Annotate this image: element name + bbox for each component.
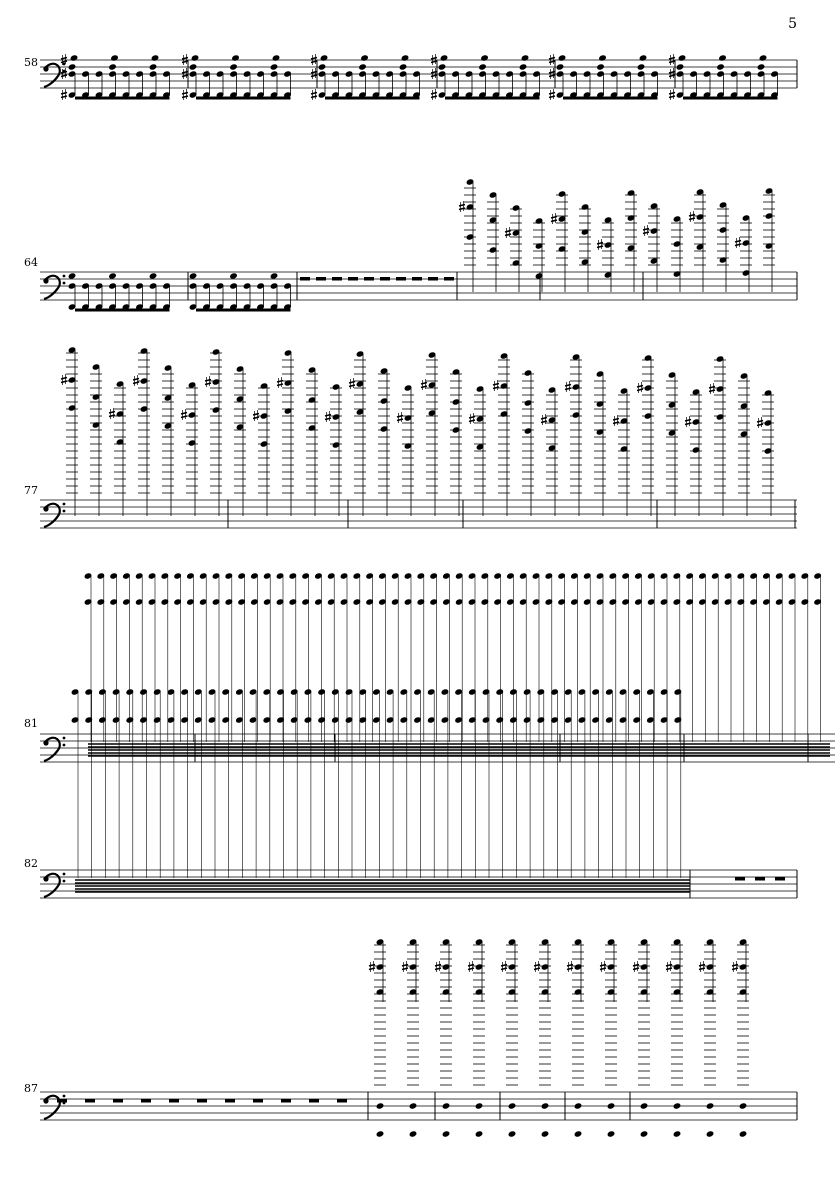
notehead (376, 1102, 385, 1109)
bass-clef (63, 275, 66, 278)
bass-clef (63, 880, 66, 883)
sharp-sign (61, 378, 67, 380)
sharp-sign (534, 968, 540, 970)
measure-number-system-4: 81 (24, 717, 38, 730)
notehead (409, 1102, 418, 1109)
notehead (541, 1102, 550, 1109)
sharp-sign (643, 232, 649, 234)
sharp-sign (431, 93, 437, 95)
notehead (574, 1102, 583, 1109)
sharp-sign (431, 75, 437, 77)
sharp-sign (311, 72, 317, 74)
sharp-sign (505, 234, 511, 236)
notehead (640, 1102, 649, 1109)
rest (412, 277, 422, 281)
rest (309, 1099, 319, 1103)
notehead (272, 54, 281, 61)
rest (281, 1099, 291, 1103)
notehead (598, 54, 607, 61)
notehead (438, 63, 447, 70)
sharp-sign (182, 61, 188, 63)
sharp-sign (431, 96, 437, 98)
sharp-sign (469, 417, 475, 419)
sharp-sign (549, 58, 555, 60)
bass-clef (63, 63, 66, 66)
sharp-sign (182, 93, 188, 95)
sharp-sign (133, 382, 139, 384)
notehead (678, 54, 687, 61)
notehead (149, 272, 158, 279)
notehead (440, 54, 449, 61)
sharp-sign (689, 218, 695, 220)
bass-clef (63, 737, 66, 740)
notehead (399, 63, 408, 70)
notehead (360, 54, 369, 61)
notehead (442, 1102, 451, 1109)
notehead (480, 54, 489, 61)
sharp-sign (421, 383, 427, 385)
bass-clef (63, 744, 66, 747)
sharp-sign (109, 412, 115, 414)
notehead (716, 63, 725, 70)
sharp-sign (421, 386, 427, 388)
sharp-sign (61, 72, 67, 74)
sharp-sign (397, 419, 403, 421)
rest (428, 277, 438, 281)
notehead (596, 63, 605, 70)
sharp-sign (311, 61, 317, 63)
rest (113, 1099, 123, 1103)
rest (169, 1099, 179, 1103)
rest (57, 1099, 67, 1103)
sharp-sign (349, 382, 355, 384)
notehead (189, 63, 198, 70)
sharp-sign (431, 72, 437, 74)
notehead (475, 1130, 484, 1137)
sharp-sign (699, 968, 705, 970)
notehead (229, 63, 238, 70)
sharp-sign (501, 968, 507, 970)
notehead (574, 1130, 583, 1137)
sharp-sign (397, 416, 403, 418)
sharp-sign (61, 96, 67, 98)
rest (316, 277, 326, 281)
notehead (229, 272, 238, 279)
notehead (558, 54, 567, 61)
rest (775, 877, 785, 881)
sharp-sign (253, 414, 259, 416)
sharp-sign (61, 61, 67, 63)
notehead (270, 63, 279, 70)
notehead (475, 1102, 484, 1109)
sharp-sign (505, 231, 511, 233)
sharp-sign (549, 96, 555, 98)
rest (755, 877, 765, 881)
sharp-sign (402, 968, 408, 970)
sharp-sign (551, 217, 557, 219)
sharp-sign (182, 72, 188, 74)
sharp-sign (669, 75, 675, 77)
sharp-sign (709, 390, 715, 392)
sharp-sign (369, 968, 375, 970)
sharp-sign (597, 246, 603, 248)
sharp-sign (469, 420, 475, 422)
notehead (270, 272, 279, 279)
notehead (70, 54, 79, 61)
bass-clef (63, 282, 66, 285)
sharp-sign (181, 413, 187, 415)
sharp-sign (685, 420, 691, 422)
notehead (759, 54, 768, 61)
sharp-sign (205, 383, 211, 385)
sharp-sign (666, 968, 672, 970)
sharp-sign (435, 968, 441, 970)
sharp-sign (277, 381, 283, 383)
notehead (519, 63, 528, 70)
sharp-sign (637, 386, 643, 388)
notehead (673, 1102, 682, 1109)
notehead (376, 1130, 385, 1137)
rest (332, 277, 342, 281)
notehead (739, 1130, 748, 1137)
bass-clef (63, 1095, 66, 1098)
notehead (401, 54, 410, 61)
sharp-sign (757, 421, 763, 423)
sharp-sign (565, 385, 571, 387)
sharp-sign (61, 58, 67, 60)
notehead (541, 1130, 550, 1137)
sharp-sign (61, 93, 67, 95)
notehead (637, 63, 646, 70)
sharp-sign (637, 389, 643, 391)
notehead (409, 1130, 418, 1137)
rest (300, 277, 310, 281)
bass-clef (63, 873, 66, 876)
notehead (607, 1102, 616, 1109)
sharp-sign (669, 61, 675, 63)
sharp-sign (732, 968, 738, 970)
notehead (673, 1130, 682, 1137)
sharp-sign (549, 61, 555, 63)
rest (348, 277, 358, 281)
sharp-sign (757, 424, 763, 426)
notehead (110, 54, 119, 61)
notehead (757, 63, 766, 70)
sharp-sign (685, 423, 691, 425)
rest (380, 277, 390, 281)
bass-clef (43, 740, 48, 745)
sharp-sign (431, 61, 437, 63)
sharp-sign (565, 388, 571, 390)
bass-clef (43, 278, 48, 283)
sharp-sign (567, 968, 573, 970)
sharp-sign (459, 205, 465, 207)
rest (85, 1099, 95, 1103)
notehead (478, 63, 487, 70)
rest (396, 277, 406, 281)
notehead (231, 54, 240, 61)
notehead (556, 63, 565, 70)
sharp-sign (613, 419, 619, 421)
page-number: 5 (788, 16, 797, 32)
sharp-sign (253, 417, 259, 419)
sharp-sign (182, 96, 188, 98)
sharp-sign (600, 968, 606, 970)
sharp-sign (669, 93, 675, 95)
notehead (706, 1102, 715, 1109)
notehead (607, 1130, 616, 1137)
bass-clef (43, 876, 48, 881)
notehead (508, 1102, 517, 1109)
rest (253, 1099, 263, 1103)
rest (141, 1099, 151, 1103)
sharp-sign (551, 220, 557, 222)
notehead (149, 63, 158, 70)
notehead (442, 1130, 451, 1137)
notehead (108, 63, 117, 70)
measure-number-system-5: 82 (24, 857, 38, 870)
notehead (639, 54, 648, 61)
notehead (108, 272, 117, 279)
sharp-sign (549, 75, 555, 77)
notehead (521, 54, 530, 61)
bass-clef (63, 510, 66, 513)
notehead (718, 54, 727, 61)
sharp-sign (633, 968, 639, 970)
notehead (508, 1130, 517, 1137)
rest (364, 277, 374, 281)
sharp-sign (735, 241, 741, 243)
notehead (358, 63, 367, 70)
sharp-sign (182, 75, 188, 77)
bass-clef (43, 66, 48, 71)
notehead (189, 272, 198, 279)
notehead (318, 63, 327, 70)
rest (197, 1099, 207, 1103)
bass-clef (43, 1098, 48, 1103)
bass-clef (43, 506, 48, 511)
sharp-sign (549, 93, 555, 95)
rest (444, 277, 454, 281)
sharp-sign (735, 244, 741, 246)
measure-number-system-1: 58 (24, 56, 38, 69)
sharp-sign (493, 384, 499, 386)
sharp-sign (541, 418, 547, 420)
bass-clef (63, 503, 66, 506)
sharp-sign (468, 968, 474, 970)
sharp-sign (182, 58, 188, 60)
notehead (151, 54, 160, 61)
sharp-sign (349, 385, 355, 387)
measure-number-system-3: 77 (24, 484, 38, 497)
sharp-sign (325, 418, 331, 420)
sharp-sign (181, 416, 187, 418)
sharp-sign (669, 72, 675, 74)
sharp-sign (431, 58, 437, 60)
sharp-sign (541, 421, 547, 423)
sharp-sign (669, 96, 675, 98)
sharp-sign (133, 379, 139, 381)
measure-number-system-6: 87 (24, 1082, 38, 1095)
measure-number-system-2: 64 (24, 256, 38, 269)
rest (337, 1099, 347, 1103)
notehead (676, 63, 685, 70)
sharp-sign (311, 93, 317, 95)
rest (735, 877, 745, 881)
notehead (706, 1130, 715, 1137)
notehead (68, 63, 77, 70)
sharp-sign (311, 58, 317, 60)
notehead (320, 54, 329, 61)
rest (225, 1099, 235, 1103)
notehead (68, 272, 77, 279)
sharp-sign (669, 58, 675, 60)
sharp-sign (277, 384, 283, 386)
sharp-sign (61, 75, 67, 77)
sharp-sign (61, 381, 67, 383)
notehead (640, 1130, 649, 1137)
sharp-sign (549, 72, 555, 74)
notehead (191, 54, 200, 61)
sharp-sign (311, 96, 317, 98)
notehead (739, 1102, 748, 1109)
sharp-sign (311, 75, 317, 77)
